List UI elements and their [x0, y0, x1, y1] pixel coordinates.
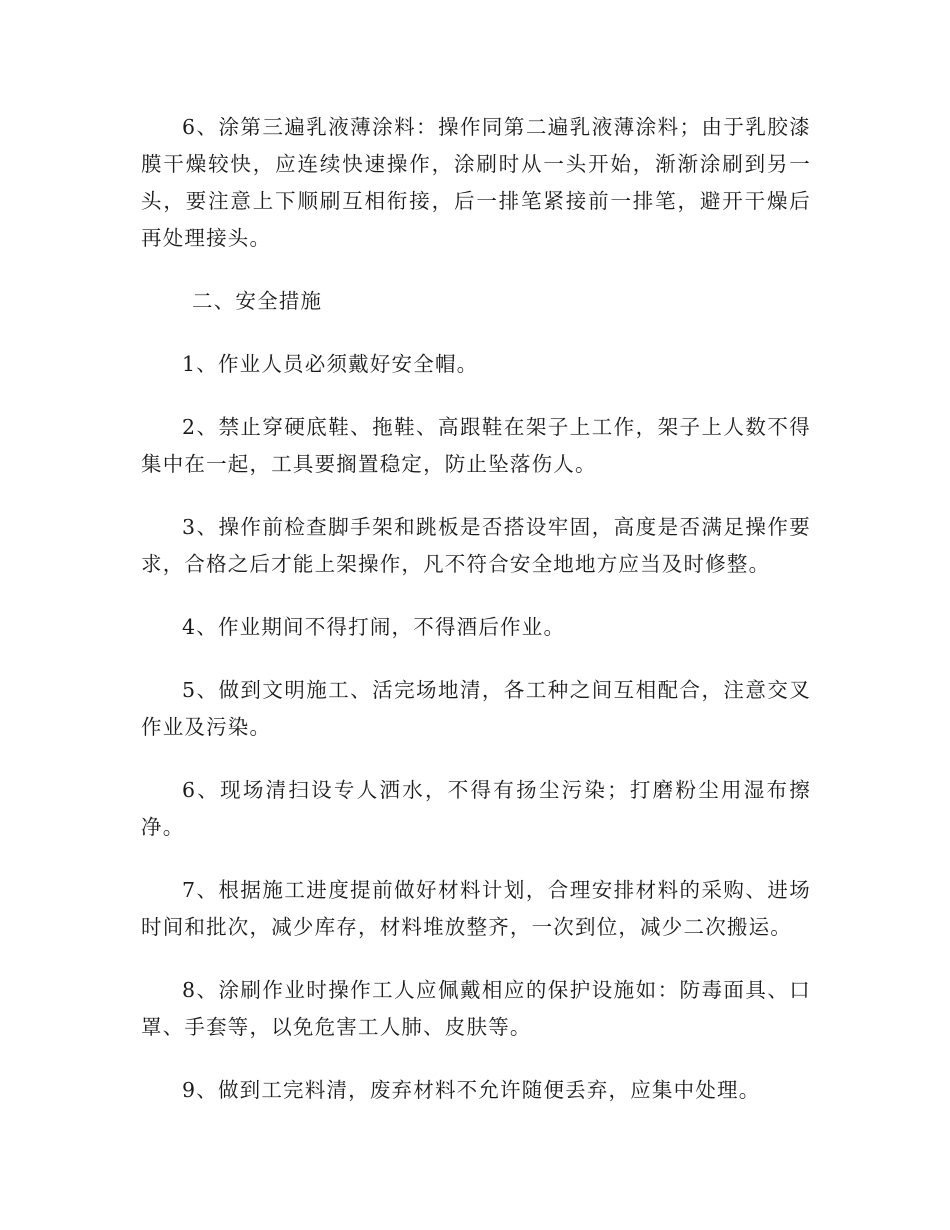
- safety-item-3: 3、操作前检查脚手架和跳板是否搭设牢固，高度是否满足操作要求，合格之后才能上架操作，凡不符合安全地地方应当及时修整。: [141, 515, 811, 576]
- safety-item-1: 1、作业人员必须戴好安全帽。: [182, 352, 479, 376]
- safety-item-4: 4、作业期间不得打闹，不得酒后作业。: [182, 615, 566, 639]
- safety-item-7: 7、根据施工进度提前做好材料计划，合理安排材料的采购、进场时间和批次，减少库存，材料堆放整齐，一次到位，减少二次搬运。: [141, 878, 811, 939]
- paragraph-step-6: 6、涂第三遍乳液薄涂料：操作同第二遍乳液薄涂料；由于乳胶漆膜干燥较快，应连续快速操作，涂刷时从一头开始，渐渐涂刷到另一头，要注意上下顺刷互相衔接，后一排笔紧接前一排笔，避开干燥后再处理接头。: [141, 115, 811, 250]
- safety-item-2: 2、禁止穿硬底鞋、拖鞋、高跟鞋在架子上工作，架子上人数不得集中在一起，工具要搁置稳定，防止坠落伤人。: [141, 415, 811, 476]
- section-heading-safety-measures: 二、安全措施: [192, 289, 323, 313]
- document-body: [141, 109, 811, 1135]
- safety-item-8: 8、涂刷作业时操作工人应佩戴相应的保护设施如：防毒面具、口罩、手套等，以免危害工人肺、皮肤等。: [141, 978, 811, 1039]
- safety-item-9: 9、做到工完料清，废弃材料不允许随便丢弃，应集中处理。: [182, 1078, 761, 1102]
- safety-item-5: 5、做到文明施工、活完场地清，各工种之间互相配合，注意交叉作业及污染。: [141, 678, 811, 739]
- safety-item-6: 6、现场清扫设专人洒水，不得有扬尘污染；打磨粉尘用湿布擦净。: [141, 778, 811, 839]
